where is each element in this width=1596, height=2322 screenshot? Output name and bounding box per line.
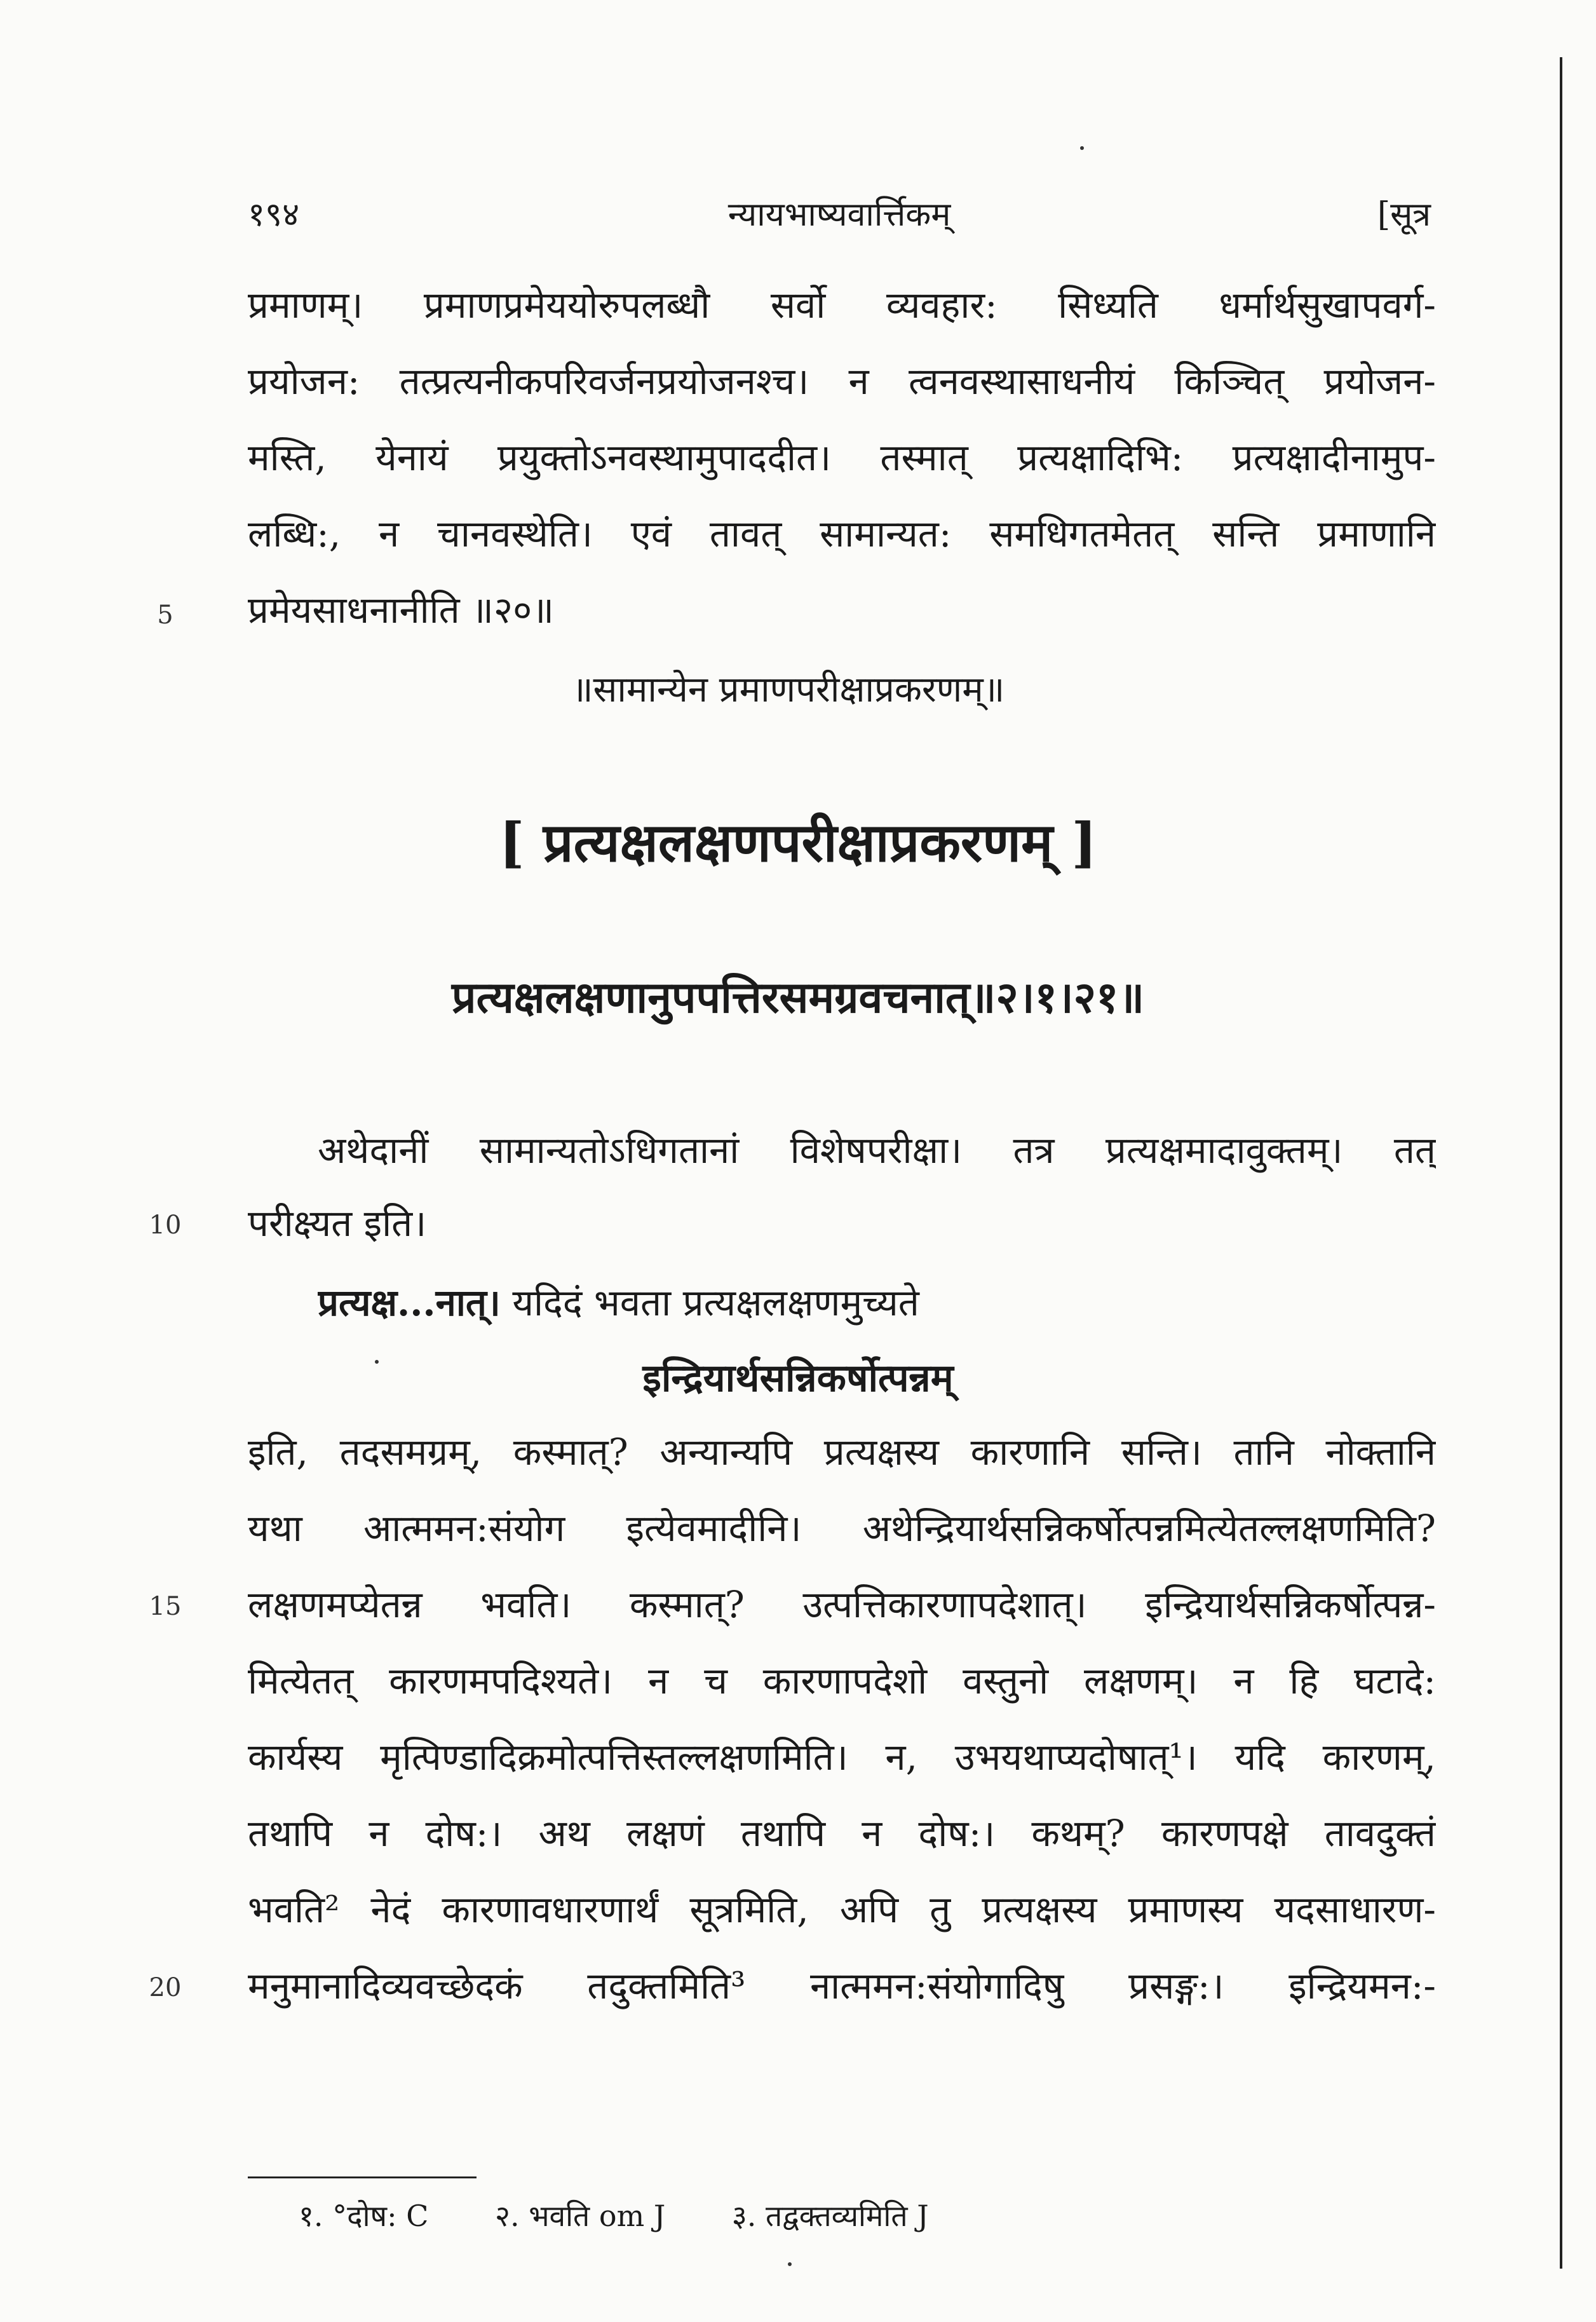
- text-line: [318, 1277, 1436, 1328]
- text-line: लक्षणमप्येतन्न भवति। कस्मात्? उत्पत्तिकारणापदेशात्। इन्द्रियार्थसन्निकर्षोत्पन्न-: [248, 1583, 1436, 1626]
- page-number: १९४: [248, 196, 300, 234]
- text-line: लब्धि:, न चानवस्थेति। एवं तावत् सामान्यत: समधिगतमेतत् सन्ति प्रमाणानि: [248, 512, 1436, 555]
- closing-verse: ॥सामान्येन प्रमाणपरीक्षाप्रकरणम्॥: [572, 669, 1005, 710]
- text-line: प्रमेयसाधनानीति ॥२०॥: [248, 588, 554, 632]
- text-span: यदिदं भवता प्रत्यक्षलक्षणमुच्यते: [500, 1281, 919, 1324]
- scan-edge-line: [1560, 57, 1562, 2269]
- scan-speck: [1080, 146, 1084, 150]
- text-line: अथेदानीं सामान्यतोऽधिगतानां विशेषपरीक्षा। तत्र प्रत्यक्षमादावुक्तम्। तत्: [318, 1129, 1436, 1172]
- line-number: 5: [157, 601, 173, 630]
- quoted-definition: इन्द्रियार्थसन्निकर्षोत्पन्नम्: [642, 1356, 954, 1401]
- sutra-pratika: प्रत्यक्ष...नात्।: [318, 1281, 501, 1324]
- section-title: [ प्रत्यक्षलक्षणपरीक्षाप्रकरणम् ]: [499, 811, 1097, 874]
- text-line: मित्येतत् कारणमपदिश्यते। न च कारणापदेशो वस्तुनो लक्षणम्। न हि घटादे:: [248, 1659, 1436, 1702]
- line-number: 20: [149, 1973, 182, 2002]
- text-line: परीक्ष्यत इति।: [248, 1202, 427, 1245]
- line-number: 10: [149, 1211, 182, 1240]
- text-line: मस्ति, येनायं प्रयुक्तोऽनवस्थामुपाददीत। तस्मात् प्रत्यक्षादिभि: प्रत्यक्षादीनामुप-: [248, 436, 1436, 479]
- sutra-marker: [सूत्र: [1377, 196, 1431, 234]
- running-title: न्यायभाष्यवार्त्तिकम्: [727, 196, 951, 234]
- sutra-heading: प्रत्यक्षलक्षणानुपपत्तिरसमग्रवचनात्॥२।१।२१॥: [451, 972, 1145, 1023]
- scan-speck: [788, 2262, 792, 2266]
- text-line: तथापि न दोष:। अथ लक्षणं तथापि न दोष:। कथम्? कारणपक्षे तावदुक्तं: [248, 1812, 1436, 1855]
- text-line: मनुमानादिव्यवच्छेदकं तदुक्तमिति³ नात्ममन:संयोगादिषु प्रसङ्ग:। इन्द्रियमन:-: [248, 1964, 1436, 2007]
- footnotes: [299, 2196, 986, 2235]
- footnote-rule: [248, 2176, 477, 2178]
- footnote: २. भवति om J: [495, 2199, 666, 2233]
- text-line: प्रमाणम्। प्रमाणप्रमेययोरुपलब्धौ सर्वो व्यवहार: सिध्यति धर्मार्थसुखापवर्ग-: [248, 283, 1436, 327]
- running-header: [248, 191, 1431, 241]
- text-line: यथा आत्ममन:संयोग इत्येवमादीनि। अथेन्द्रियार्थसन्निकर्षोत्पन्नमित्येतल्लक्षणमिति?: [248, 1507, 1436, 1550]
- text-line: भवति² नेदं कारणावधारणार्थं सूत्रमिति, अपि तु प्रत्यक्षस्य प्रमाणस्य यदसाधारण-: [248, 1888, 1436, 1931]
- footnote: १. °दोष: C: [299, 2199, 429, 2233]
- text-line: इति, तदसमग्रम्, कस्मात्? अन्यान्यपि प्रत्यक्षस्य कारणानि सन्ति। तानि नोक्तानि: [248, 1430, 1436, 1474]
- footnote: ३. तद्वक्तव्यमिति J: [731, 2199, 929, 2233]
- text-line: कार्यस्य मृत्पिण्डादिक्रमोत्पत्तिस्तल्लक्षणमिति। न, उभयथाप्यदोषात्¹। यदि कारणम्,: [248, 1735, 1436, 1779]
- text-line: प्रयोजन: तत्प्रत्यनीकपरिवर्जनप्रयोजनश्च। न त्वनवस्थासाधनीयं किञ्चित् प्रयोजन-: [248, 360, 1436, 403]
- line-number: 15: [149, 1592, 182, 1621]
